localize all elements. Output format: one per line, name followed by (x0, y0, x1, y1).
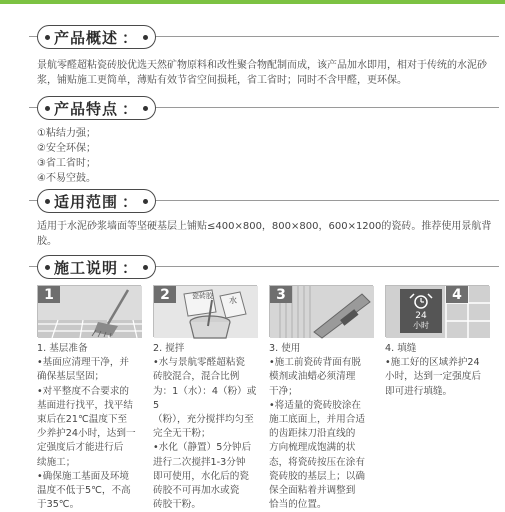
top-accent-bar (0, 0, 505, 4)
feature-item: ①粘结力强； (37, 128, 96, 139)
step-2 (153, 285, 257, 512)
step-line: 确保基层坚固； (37, 371, 105, 383)
step-3-illustration (269, 285, 373, 337)
bullet-dot (143, 106, 148, 111)
section-features (29, 96, 499, 120)
step-line: •对平整度不合要求的 (37, 385, 130, 397)
step-line: 保全面粘着并调整到 (269, 485, 356, 497)
step-line: 小时，达到一定强度后 (385, 371, 481, 383)
step-line: 方向梳理成饱满的状 (269, 442, 356, 454)
step-line: 即可进行填缝。 (385, 385, 453, 397)
step-1-text (37, 342, 143, 512)
step-line: 恰当的位置。 (269, 499, 327, 511)
step-line: 基面进行找平，找平结 (37, 399, 133, 411)
step-line: 砖胶干粉。 (153, 499, 201, 511)
clock-badge (400, 289, 442, 333)
step-line: 施工底面上，并用合适 (269, 414, 365, 426)
bullet-dot (45, 265, 50, 270)
step-line: 为：1（水）：4（粉）或5 (153, 385, 257, 411)
bullet-dot (143, 265, 148, 270)
section-overview (29, 25, 499, 49)
section-construction (29, 255, 499, 279)
title-colon: ： (122, 99, 138, 118)
section-header-overview (29, 25, 499, 49)
bullet-dot (45, 35, 50, 40)
step-line: •施工前瓷砖背面有脱 (269, 357, 362, 369)
section-header-construction (29, 255, 499, 279)
water-label: 水 (229, 296, 237, 305)
step-4-illustration (385, 285, 489, 337)
clock-unit: 小时 (413, 321, 429, 330)
features-list (37, 126, 96, 186)
scope-text: 适用于水泥砂浆墙面等坚硬基层上铺贴≤400×800，800×800，600×1200的瓷砖。推荐使用景航背胶。 (37, 221, 492, 247)
step-line: 态，将瓷砖按压在涂有 (269, 456, 365, 468)
bullet-dot (143, 199, 148, 204)
step-title: 2. 搅拌 (153, 343, 185, 354)
step-line: 即可使用，水化后的瓷 (153, 470, 249, 482)
title-colon: ： (122, 28, 138, 47)
step-line: 砖胶不可再加水或瓷 (153, 485, 240, 497)
title-badge (37, 255, 156, 279)
feature-item: ③省工省时； (37, 158, 96, 169)
step-line: 模剂或油蜡必须清理 (269, 371, 356, 383)
section-title: 施工说明 (54, 258, 119, 277)
section-title: 适用范围 (54, 192, 119, 211)
title-badge (37, 25, 156, 49)
overview-text: 景航零醛超粘瓷砖胶优选天然矿物原料和改性聚合物配制而成，该产品加水即用，相对于传统的水泥砂浆，铺贴施工更简单，薄贴有效节省空间损耗，省工省时；同时不含甲醛，更环保。 (37, 60, 487, 86)
step-line: 干净； (269, 385, 298, 397)
step-line: •施工好的区域养护24 (385, 357, 480, 369)
step-title: 3. 使用 (269, 343, 301, 354)
feature-item: ④不易空鼓。 (37, 173, 96, 184)
step-line: •水化（静置）5分钟后 (153, 442, 252, 454)
step-line: 进行二次搅拌1-3分钟 (153, 456, 246, 468)
step-line: •基面应清理干净，并 (37, 357, 130, 369)
bullet-dot (45, 199, 50, 204)
section-title: 产品特点 (54, 99, 119, 118)
step-number: 3 (270, 286, 292, 303)
step-1-illustration (37, 285, 141, 337)
step-title: 4. 填缝 (385, 343, 417, 354)
title-colon: ： (122, 192, 138, 211)
step-line: •水与景航零醛超粘瓷 (153, 357, 246, 369)
step-number: 4 (446, 286, 468, 303)
step-line: 完全无干粉； (153, 428, 211, 440)
title-badge (37, 96, 156, 120)
bag-label: 瓷砖胶 (192, 292, 213, 300)
clock-hours: 24 (415, 311, 427, 321)
step-4-text (385, 342, 491, 399)
step-line: 续施工； (37, 456, 76, 468)
step-line: •将适量的瓷砖胶涂在 (269, 399, 362, 411)
step-2-illustration (153, 285, 257, 337)
steps-row (37, 285, 497, 511)
step-title: 1. 基层准备 (37, 343, 88, 354)
title-colon: ： (122, 258, 138, 277)
step-1 (37, 285, 141, 512)
section-title: 产品概述 (54, 28, 119, 47)
step-number: 1 (38, 286, 60, 303)
step-line: 束后在21℃温度下至 (37, 414, 128, 426)
feature-item: ②安全环保； (37, 143, 96, 154)
step-line: 温度不低于5℃，不高 (37, 485, 131, 497)
step-line: 于35℃。 (37, 499, 80, 511)
step-line: 少养护24小时，达到一 (37, 428, 136, 440)
step-number: 2 (154, 286, 176, 303)
section-header-scope (29, 189, 499, 213)
title-badge (37, 189, 156, 213)
step-line: •确保施工基面及环境 (37, 470, 130, 482)
bullet-dot (143, 35, 148, 40)
step-4 (385, 285, 489, 399)
section-scope (29, 189, 499, 213)
step-line: （粉），充分搅拌均匀至 (153, 414, 254, 426)
step-line: 定强度后才能进行后 (37, 442, 124, 454)
bullet-dot (45, 106, 50, 111)
step-2-text (153, 342, 259, 512)
step-line: 砖胶混合，混合比例 (153, 371, 240, 383)
step-3-text (269, 342, 375, 512)
alarm-clock-icon (408, 293, 434, 309)
step-line: 瓷砖胶的基层上；以确 (269, 470, 365, 482)
step-line: 的齿距抹刀沿直线的 (269, 428, 356, 440)
step-3 (269, 285, 373, 512)
section-header-features (29, 96, 499, 120)
